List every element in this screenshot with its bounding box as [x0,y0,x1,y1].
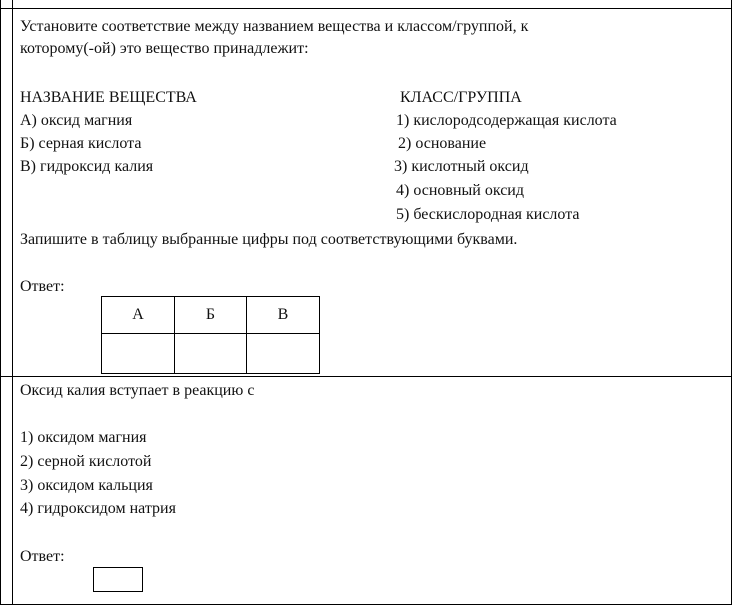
substance-item-v: В) гидроксид калия [20,158,154,175]
task2-option-1: 1) оксидом магния [20,429,147,446]
task2-option-2: 2) серной кислотой [20,453,152,470]
task1-prompt-line2: которому(-ой) это вещество принадлежит: [20,40,309,57]
class-item-1: 1) кислородсодержащая кислота [396,112,617,129]
answer-table [101,296,320,374]
answer-cell-v[interactable] [247,334,320,374]
substance-item-a: А) оксид магния [20,112,133,129]
task2-option-4: 4) гидроксидом натрия [20,500,176,517]
task2-answer-box[interactable] [93,567,143,592]
row-divider [0,376,732,377]
task1-answer-label: Ответ: [20,278,65,295]
answer-cell-a[interactable] [102,334,175,374]
column-divider [12,0,13,605]
task1-instruction: Запишите в таблицу выбранные цифры под соответствующими буквами. [20,231,518,248]
task2-answer-label: Ответ: [20,548,65,565]
substance-item-b: Б) серная кислота [20,135,142,152]
answer-table-header-a: А [102,297,175,334]
answer-cell-b[interactable] [175,334,247,374]
answer-table-header-row [102,297,320,334]
class-item-3: 3) кислотный оксид [394,158,529,175]
substance-column-header: НАЗВАНИЕ ВЕЩЕСТВА [20,89,197,106]
class-item-5: 5) бескислородная кислота [396,206,580,223]
task1-prompt-line1: Установите соответствие между названием вещества и классом/группой, к [20,18,529,35]
class-item-4: 4) основный оксид [396,182,524,199]
top-border [0,8,732,9]
task2-prompt: Оксид калия вступает в реакцию с [20,382,255,399]
left-border [0,0,1,605]
answer-table-header-v: В [247,297,320,334]
answer-table-header-b: Б [175,297,247,334]
class-column-header: КЛАСС/ГРУППА [400,89,522,106]
task2-option-3: 3) оксидом кальция [20,477,153,494]
answer-table-input-row [102,334,320,374]
class-item-2: 2) основание [398,135,487,152]
